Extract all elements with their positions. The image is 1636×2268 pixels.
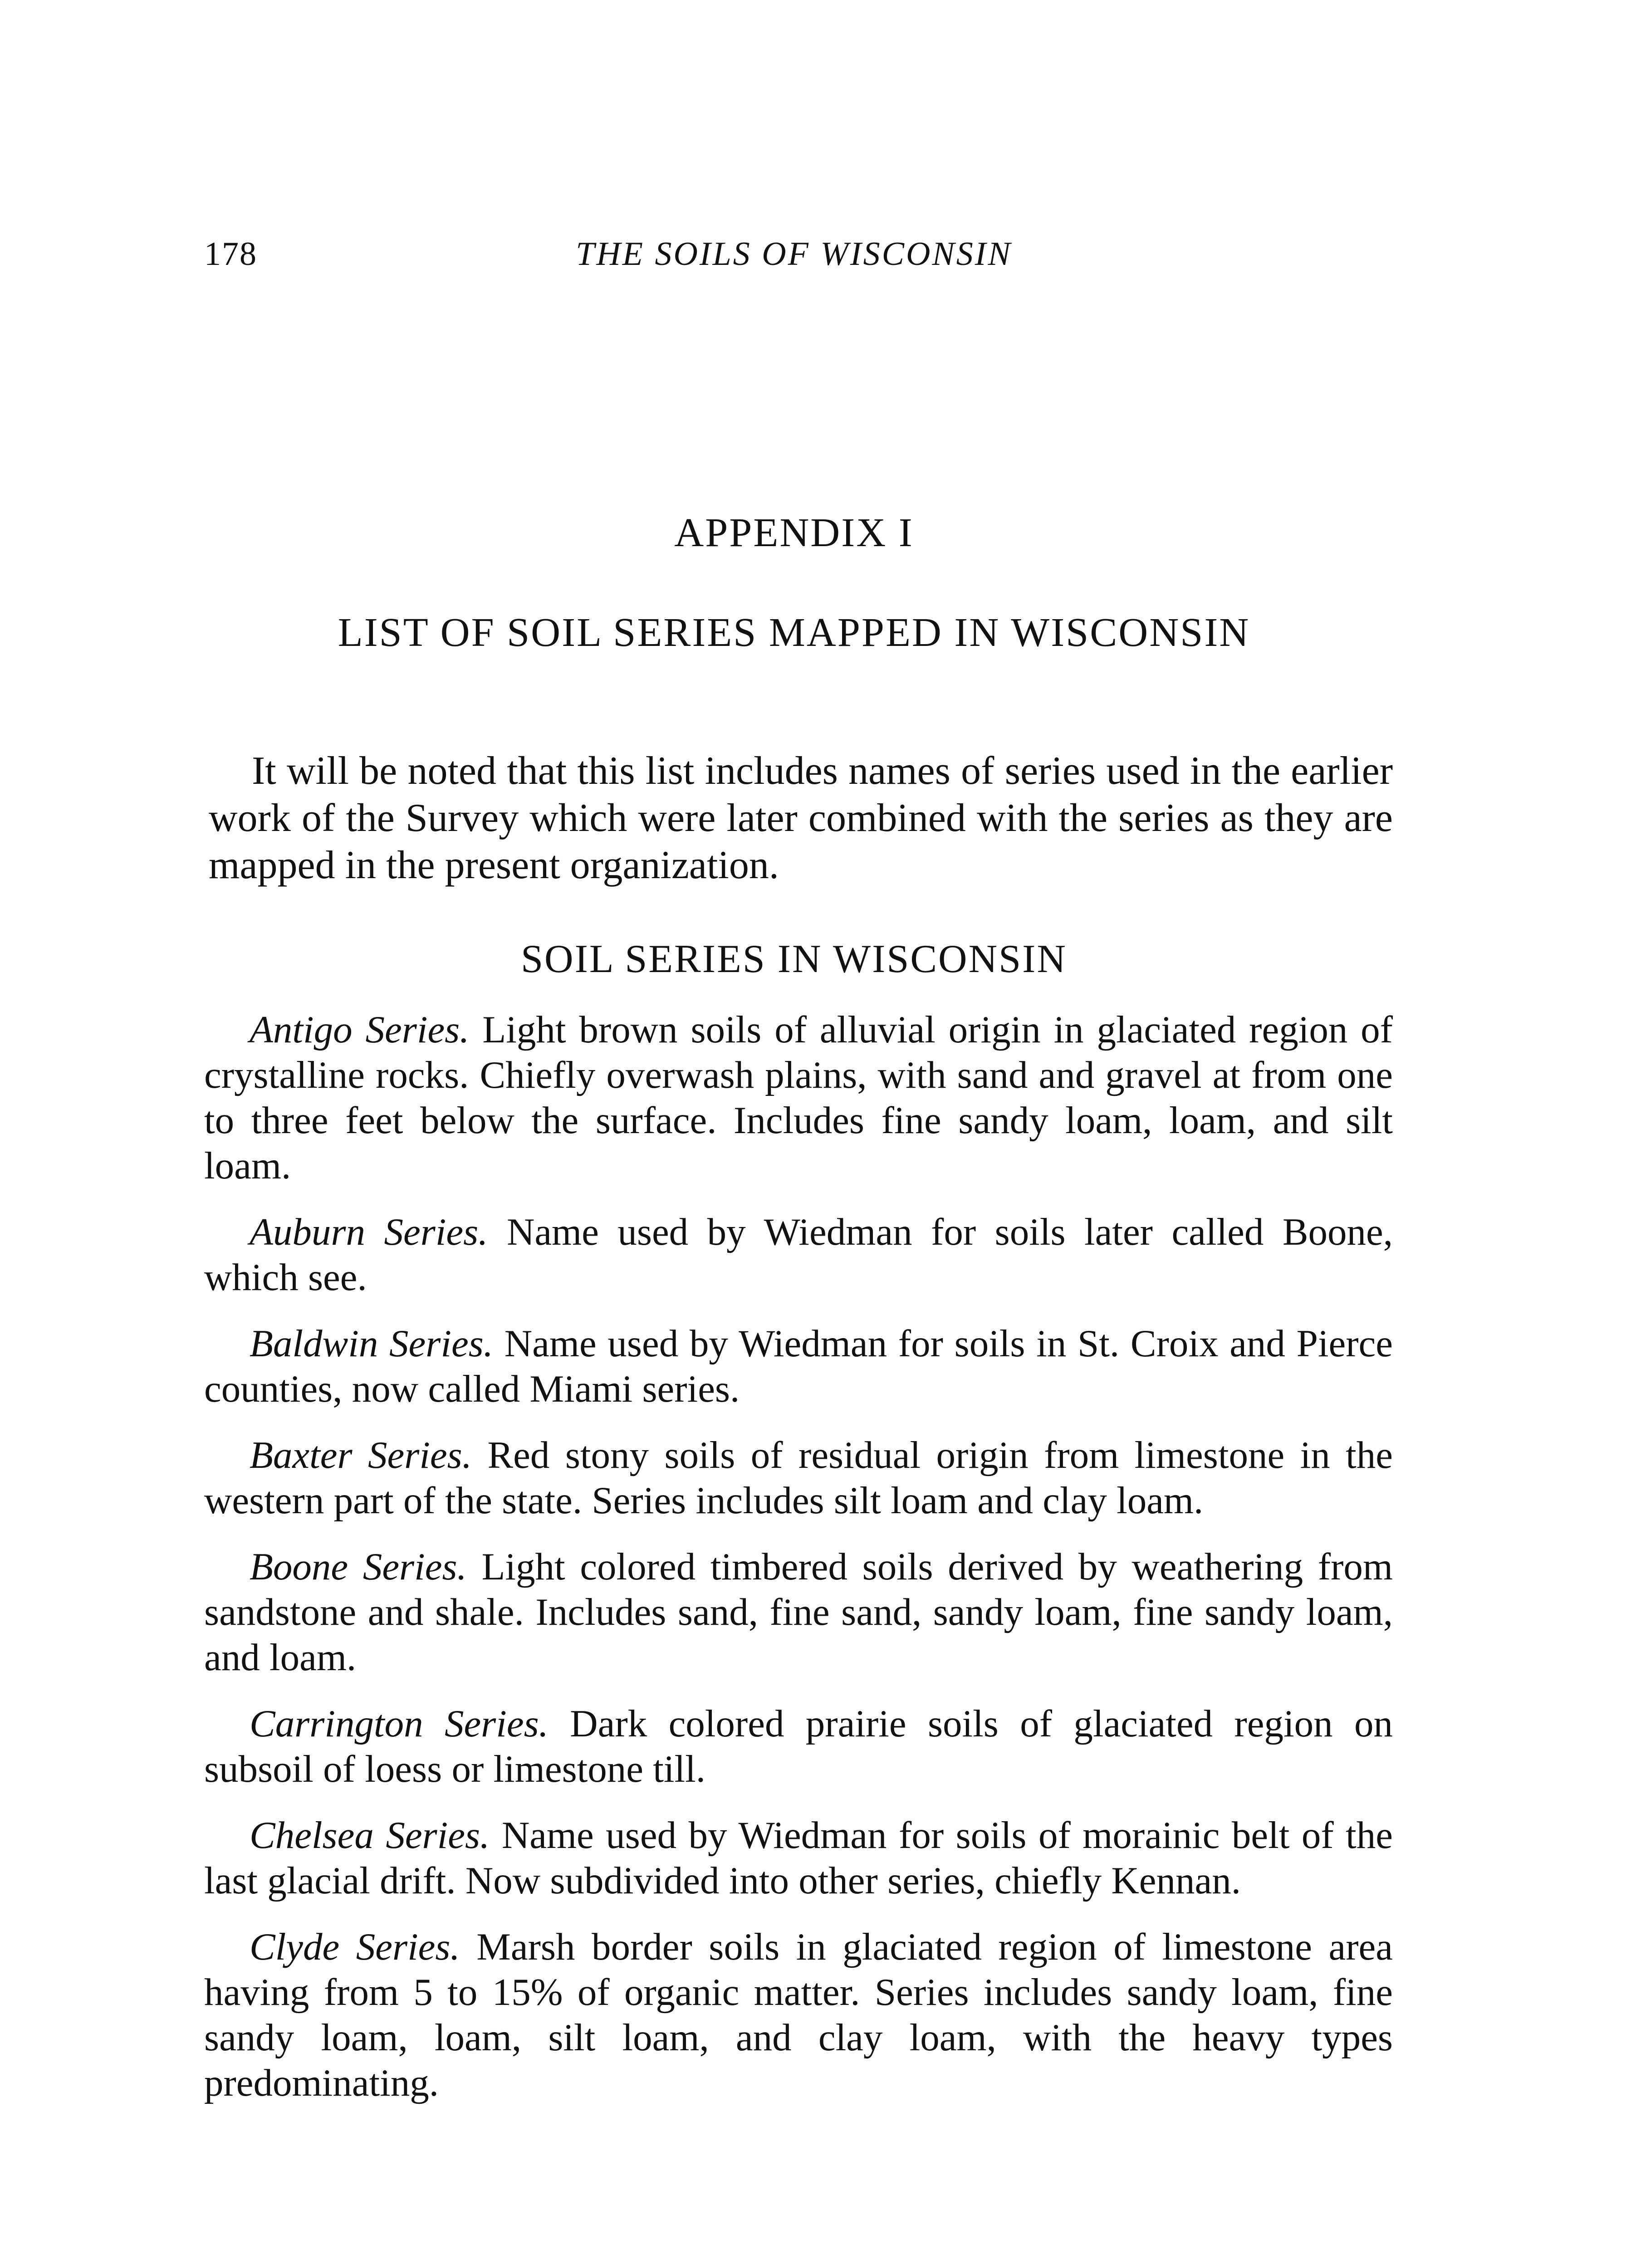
soil-series-entry (204, 1432, 1393, 1523)
list-title: LIST OF SOIL SERIES MAPPED IN WISCONSIN (338, 610, 1250, 655)
series-description: Name used by Wiedman for soils in St. Croix and Pierce counties, now called Miami series. (204, 1322, 1393, 1410)
soil-series-list (204, 1007, 1393, 2126)
series-section-heading: SOIL SERIES IN WISCONSIN (521, 937, 1067, 981)
series-description: Marsh border soils in glaciated region of limestone area having from 5 to 15% of organic matter. Series includes sandy loam, fine sandy loam, loam, silt loam, and clay loam, with the heavy types predominating. (204, 1926, 1393, 2104)
series-name: Clyde Series. (250, 1926, 460, 1968)
series-description: Light colored timbered soils derived by weathering from sandstone and shale. Includes sand, fine sand, sandy loam, fine sandy loam, and loam. (204, 1545, 1393, 1679)
intro-paragraph: It will be noted that this list includes names of series used in the earlier work of the Survey which were later combined with the series as they are mapped in the present organization. (209, 749, 1393, 887)
series-name: Chelsea Series. (250, 1814, 490, 1857)
series-name: Antigo Series. (250, 1008, 470, 1051)
soil-series-entry (204, 1924, 1393, 2106)
soil-series-entry (204, 1321, 1393, 1412)
soil-series-entry (204, 1701, 1393, 1792)
appendix-title: APPENDIX I (674, 510, 914, 555)
soil-series-entry (204, 1007, 1393, 1188)
soil-series-entry (204, 1544, 1393, 1680)
soil-series-entry (204, 1209, 1393, 1300)
series-description: Red stony soils of residual origin from limestone in the western part of the state. Series includes silt loam and clay loam. (204, 1434, 1393, 1522)
series-name: Baldwin Series. (250, 1322, 494, 1365)
series-name: Auburn Series. (250, 1211, 488, 1253)
soil-series-entry (204, 1813, 1393, 1903)
running-title: THE SOILS OF WISCONSIN (576, 235, 1012, 273)
series-description: Name used by Wiedman for soils of morainic belt of the last glacial drift. Now subdivided into other series, chiefly Kennan. (204, 1814, 1393, 1902)
series-description: Light brown soils of alluvial origin in glaciated region of crystalline rocks. Chiefly overwash plains, with sand and gravel at from one to three feet below the surface. Includes fine sandy loam, loam, and silt loam. (204, 1008, 1393, 1187)
series-name: Carrington Series. (250, 1702, 549, 1745)
series-name: Baxter Series. (250, 1434, 472, 1476)
page-header (204, 231, 1384, 277)
series-description: Dark colored prairie soils of glaciated region on subsoil of loess or limestone till. (204, 1702, 1393, 1790)
page-number: 178 (204, 235, 257, 273)
series-description: Name used by Wiedman for soils later called Boone, which see. (204, 1211, 1393, 1299)
series-name: Boone Series. (250, 1545, 467, 1588)
